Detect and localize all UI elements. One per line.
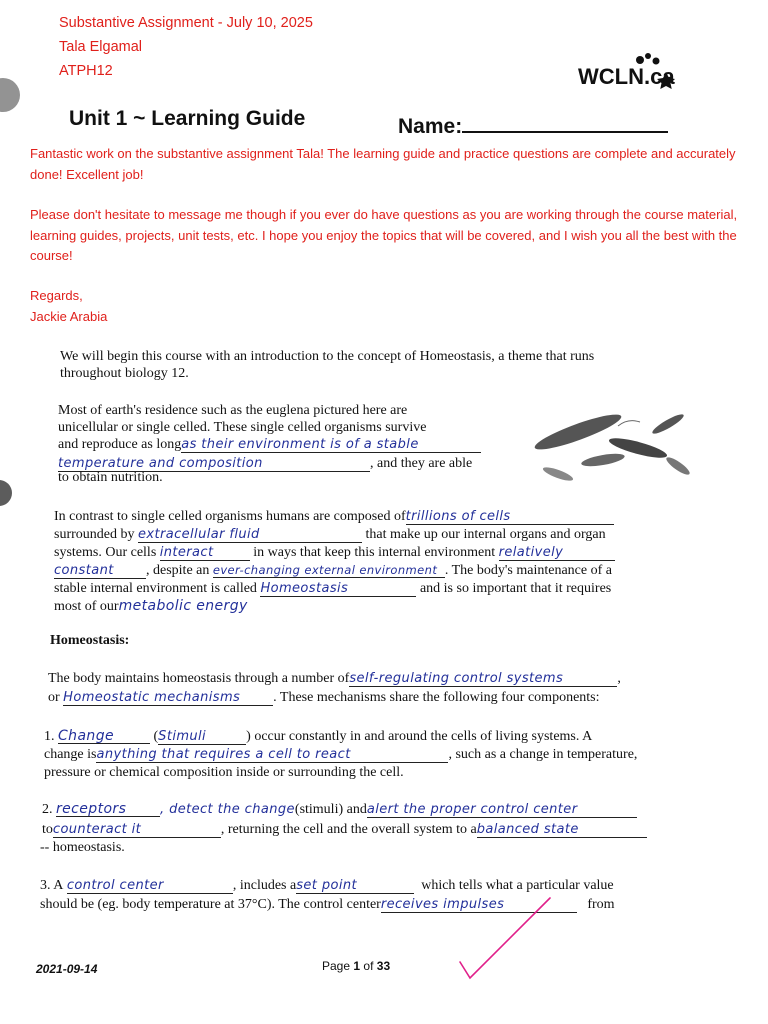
student-name: Tala Elgamal (59, 39, 143, 55)
contrast-line-2: surrounded by extracellular fluid that make up our internal organs and organ (54, 527, 606, 542)
page-indicator: Page 1 of 33 (322, 959, 391, 973)
answer-stimuli[interactable]: Stimuli (158, 730, 246, 745)
answer-interact[interactable]: interact (160, 546, 250, 561)
intro-line-2: throughout biology 12. (60, 366, 189, 381)
answer-set-point[interactable]: set point (296, 879, 414, 894)
page-title: Unit 1 ~ Learning Guide (69, 107, 306, 130)
answer-receives-impulses[interactable]: receives impulses (381, 898, 577, 913)
answer-survival-condition[interactable]: as their environment is of a stable (181, 438, 481, 453)
answer-change-definition[interactable]: anything that requires a cell to react (96, 748, 448, 763)
answer-detect-change[interactable]: , detect the change (160, 802, 295, 817)
answer-homeostasis[interactable]: Homeostasis (260, 582, 416, 597)
scan-mark (0, 480, 12, 506)
answer-external-environment[interactable]: ever-changing external environment (213, 563, 445, 578)
euglena-image (518, 402, 708, 494)
name-label: Name: (398, 111, 668, 139)
intro-line-1: We will begin this course with an introduction to the concept of Homeostasis, a theme that runs (60, 349, 595, 364)
answer-homeostatic-mechanisms[interactable]: Homeostatic mechanisms (63, 691, 273, 706)
item1-line-1: 1. Change (Stimuli ) occur constantly in and around the cells of living systems. A (44, 728, 593, 744)
answer-alert-control-center[interactable]: alert the proper control center (367, 803, 637, 818)
feedback-signature: Jackie Arabia (30, 309, 108, 324)
contrast-line-4: constant , despite an ever-changing external environment . The body's maintenance of a (54, 563, 612, 578)
euglena-line-3: and reproduce as longas their environment is of a stable (58, 437, 481, 454)
answer-trillions-cells[interactable]: trillions of cells (406, 510, 614, 525)
answer-constant[interactable]: constant (54, 564, 146, 579)
contrast-line-1: In contrast to single celled organisms humans are composed oftrillions of cells (54, 509, 614, 526)
answer-receptors[interactable]: receptors (56, 802, 160, 817)
answer-control-center[interactable]: control center (67, 879, 233, 894)
item3-line-1: 3. A control center , includes aset point which tells what a particular value (40, 878, 614, 893)
answer-extracellular-fluid[interactable]: extracellular fluid (138, 528, 362, 543)
euglena-line-5: to obtain nutrition. (58, 470, 163, 485)
feedback-regards: Regards, (30, 288, 83, 303)
footer-date: 2021-09-14 (36, 962, 98, 976)
wcln-logo (576, 50, 686, 95)
item2-line-3: -- homeostasis. (40, 840, 125, 855)
section-heading-homeostasis: Homeostasis: (50, 633, 130, 648)
item1-line-2: change isanything that requires a cell to react , such as a change in temperature, (44, 747, 638, 762)
item2-line-2: tocounteract it , returning the cell and the overall system to abalanced state (42, 822, 647, 839)
feedback-paragraph-2: Please don't hesitate to message me though if you ever do have questions as you are working through the course material, learning guides, projects, unit tests, etc. I hope you enjoy the topics that will be covered, and I wish you all the best with the course! (30, 207, 738, 263)
answer-balanced-state[interactable]: balanced state (477, 823, 647, 838)
answer-counteract[interactable]: counteract it (53, 823, 221, 838)
contrast-line-3: systems. Our cells interact in ways that keep this internal environment relatively (54, 545, 615, 562)
homeostasis-line-2: or Homeostatic mechanisms . These mechanisms share the following four components: (48, 690, 600, 705)
answer-metabolic-energy[interactable]: metabolic energy (118, 598, 248, 614)
answer-survival-condition-cont[interactable]: temperature and composition (58, 457, 370, 472)
item3-line-2: should be (eg. body temperature at 37°C). The control centerreceives impulses from (40, 897, 615, 912)
scan-mark (0, 78, 20, 112)
answer-change[interactable]: Change (58, 729, 150, 744)
feedback-paragraph-1: Fantastic work on the substantive assignment Tala! The learning guide and practice questions are complete and accurately done! Excellent job! (30, 146, 736, 182)
euglena-line-1: Most of earth's residence such as the euglena pictured here are (58, 403, 408, 418)
assignment-title: Substantive Assignment - July 10, 2025 (59, 15, 313, 31)
answer-control-systems[interactable]: self-regulating control systems (349, 672, 617, 687)
euglena-line-4: temperature and composition , and they are able (58, 456, 473, 471)
item1-line-3: pressure or chemical composition inside or surrounding the cell. (44, 765, 404, 780)
contrast-line-6: most of ourmetabolic energy (54, 598, 248, 614)
checkmark-icon (450, 890, 560, 990)
homeostasis-line-1: The body maintains homeostasis through a number ofself-regulating control systems , (48, 671, 621, 686)
course-code: ATPH12 (59, 63, 113, 79)
euglena-line-2: unicellular or single celled. These single celled organisms survive (58, 420, 427, 435)
contrast-line-5: stable internal environment is called Homeostasis and is so important that it requires (54, 581, 612, 596)
answer-relatively[interactable]: relatively (499, 546, 615, 561)
item2-line-1: 2. receptors , detect the change(stimuli) andalert the proper control center (42, 802, 637, 819)
logo-text: WCLN.ca (578, 64, 675, 89)
